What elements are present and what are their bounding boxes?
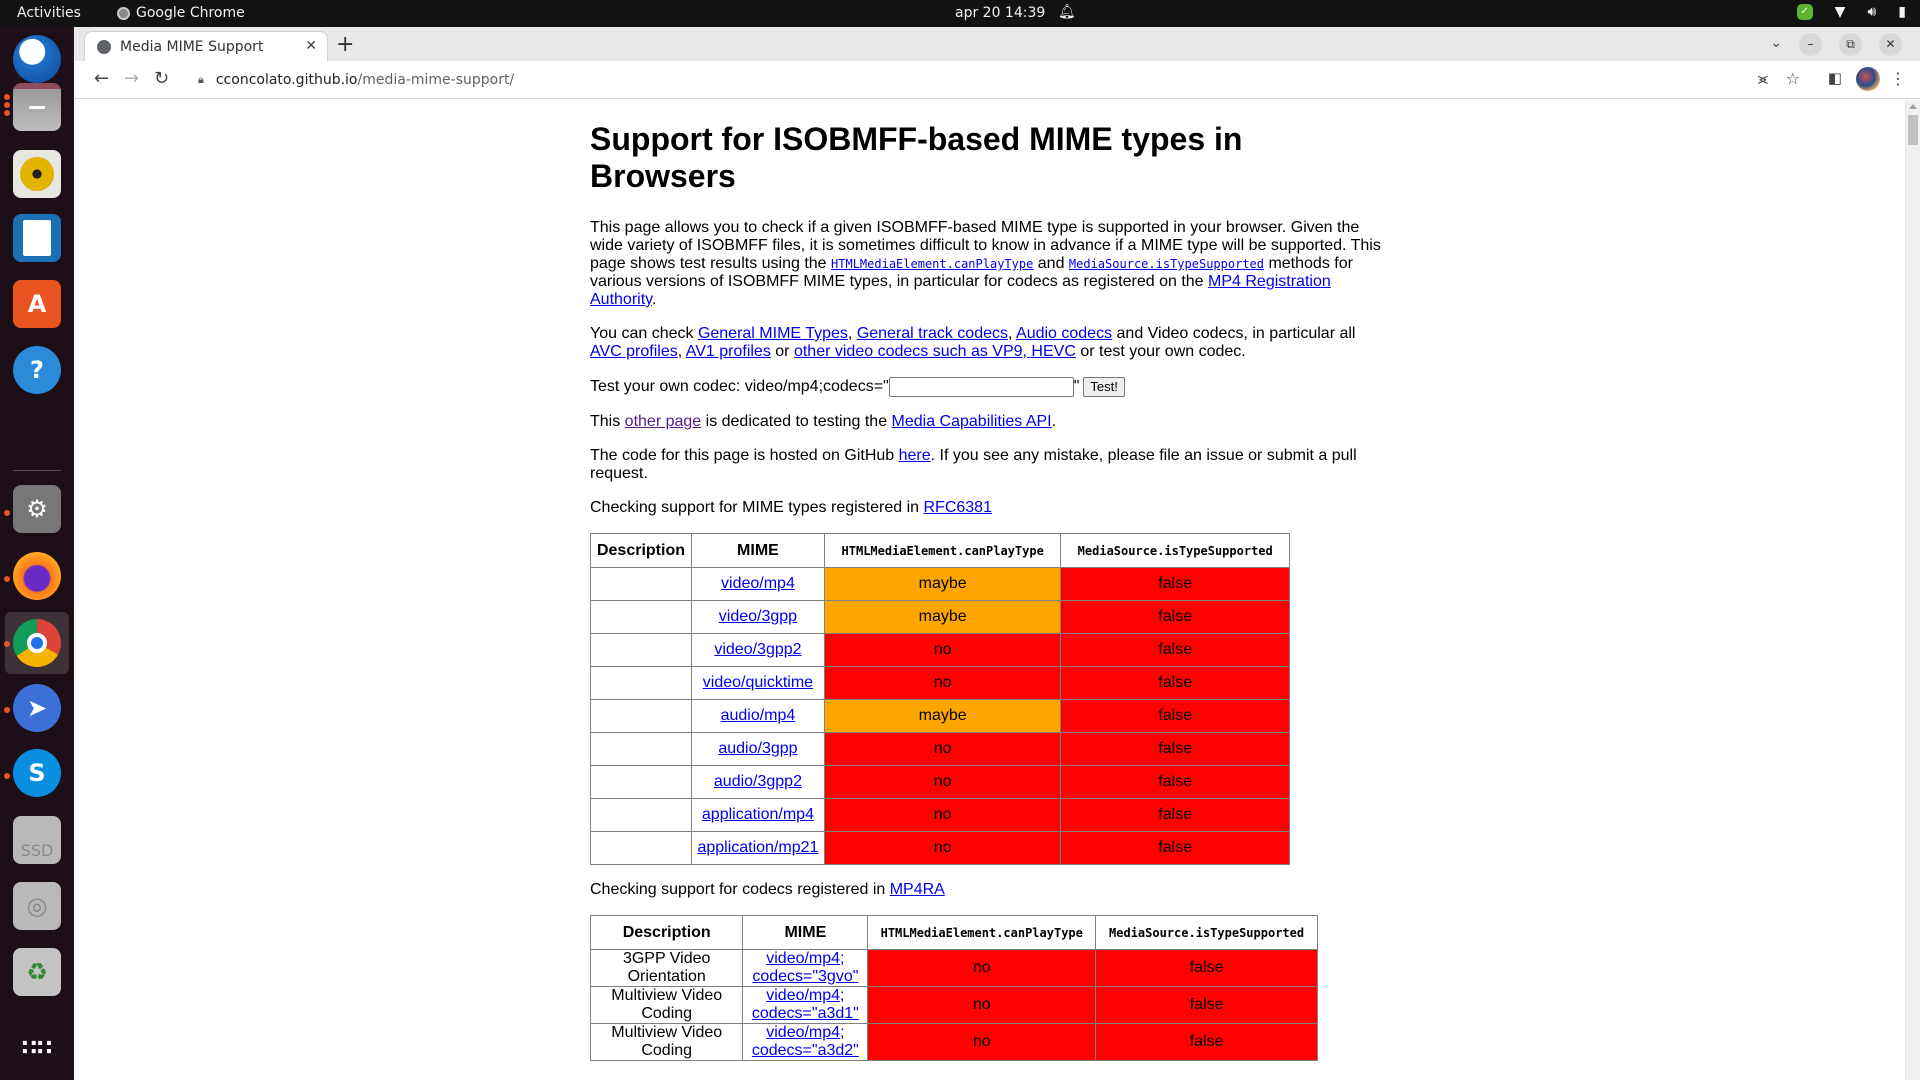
general-track-codecs-link[interactable]: General track codecs	[856, 325, 1008, 342]
canplaytype-cell: no	[824, 832, 1061, 865]
table-row	[591, 733, 1290, 766]
table-row	[591, 667, 1290, 700]
col-header-mime: MIME	[743, 916, 868, 950]
text: .	[651, 291, 657, 308]
text: ,	[1008, 325, 1017, 342]
mime-cell	[691, 568, 824, 601]
description-cell	[591, 950, 743, 987]
mime-cell	[691, 799, 824, 832]
canplaytype-cell: no	[868, 987, 1096, 1024]
istypesupported-link[interactable]	[1069, 255, 1264, 272]
col-header-mime: MIME	[691, 534, 824, 568]
page-viewport	[74, 100, 1905, 1080]
window-close-icon[interactable]: ✕	[1879, 33, 1902, 56]
show-apps-grid-icon[interactable]: ∷∷	[21, 1035, 53, 1061]
clock[interactable]: apr 20 14:39	[955, 5, 1046, 21]
tab-title: Media MIME Support	[120, 38, 264, 55]
globe-favicon-icon	[97, 40, 111, 54]
mime-link[interactable]: video/3gpp	[718, 608, 798, 625]
description-cell	[591, 568, 692, 601]
tab-close-icon[interactable]: ✕	[305, 38, 317, 54]
description-cell	[591, 667, 692, 700]
mime-cell	[743, 1024, 868, 1061]
tab-media-mime-support[interactable]	[84, 31, 328, 61]
canplaytype-cell: maybe	[824, 568, 1061, 601]
col-header-canplaytype: HTMLMediaElement.canPlayType	[824, 534, 1061, 568]
mime-link[interactable]	[752, 1024, 859, 1059]
canplaytype-cell: no	[868, 1024, 1096, 1061]
canplaytype-cell: maybe	[824, 700, 1061, 733]
scroll-up-arrow-icon[interactable]	[1909, 104, 1917, 109]
test-button[interactable]: Test!	[1083, 377, 1124, 397]
running-indicator	[4, 576, 10, 582]
skype-icon[interactable]: S	[13, 749, 61, 797]
dock	[0, 27, 74, 1080]
table-row	[591, 950, 1318, 987]
files-icon[interactable]	[13, 83, 61, 131]
istypesupported-cell: false	[1096, 950, 1318, 987]
text: .	[1051, 413, 1057, 430]
web-browser-compass-icon[interactable]: ➤	[13, 684, 61, 732]
battery-icon[interactable]: ▮	[1898, 4, 1906, 20]
other-page-link[interactable]: other page	[624, 413, 702, 430]
back-arrow-icon[interactable]: ←	[94, 68, 110, 89]
description-cell	[591, 1024, 743, 1061]
text: Coding	[641, 1005, 693, 1022]
mp4ra-link[interactable]: MP4RA	[889, 881, 945, 898]
mime-link[interactable]: application/mp4	[701, 806, 814, 823]
text: 3GPP Video	[622, 950, 711, 967]
table-header-row	[591, 534, 1290, 568]
text: Orientation	[627, 968, 706, 985]
table-row	[591, 634, 1290, 667]
mime-link[interactable]: video/3gpp2	[714, 641, 802, 658]
col-header-description: Description	[591, 534, 692, 568]
canplaytype-cell: no	[868, 950, 1096, 987]
other-page-paragraph	[590, 413, 1390, 431]
running-indicator	[4, 773, 10, 779]
mime-link[interactable]: audio/mp4	[720, 707, 796, 724]
forward-arrow-icon[interactable]: →	[124, 68, 140, 89]
github-paragraph	[590, 447, 1390, 483]
table-row	[591, 799, 1290, 832]
dock-separator	[13, 470, 61, 471]
url-host: cconcolato.github.io	[215, 72, 358, 88]
canplaytype-cell: no	[824, 667, 1061, 700]
col-header-istypesupported: MediaSource.isTypeSupported	[1061, 534, 1290, 568]
mime-cell	[691, 766, 824, 799]
istypesupported-cell: false	[1061, 733, 1290, 766]
text: ,	[847, 325, 857, 342]
text: is dedicated to testing the	[701, 413, 892, 430]
reload-icon[interactable]: ↻	[154, 68, 170, 89]
thunderbird-icon[interactable]	[13, 35, 61, 83]
istypesupported-cell: false	[1061, 766, 1290, 799]
table-header-row	[591, 916, 1318, 950]
text: Checking support for MIME types registered in	[590, 499, 924, 516]
app-name: Google Chrome	[136, 5, 245, 21]
text: video/mp4;	[766, 987, 845, 1004]
system-tray[interactable]	[1797, 4, 1906, 20]
table-row	[591, 766, 1290, 799]
description-cell	[591, 832, 692, 865]
running-indicator	[4, 102, 10, 108]
tab-search-chevron-down-icon[interactable]: ⌄	[1770, 35, 1782, 51]
col-header-description: Description	[591, 916, 743, 950]
rhythmbox-icon[interactable]	[13, 150, 61, 198]
text: Coding	[641, 1042, 693, 1059]
rfc6381-heading	[590, 499, 1390, 517]
help-icon[interactable]: ?	[13, 346, 61, 394]
text: Multiview Video	[611, 1024, 723, 1041]
restore-icon[interactable]: ⧉	[1839, 33, 1862, 56]
text: ,	[677, 343, 686, 360]
mime-link[interactable]: video/mp4	[721, 575, 795, 592]
text: Checking support for codecs registered in	[590, 881, 890, 898]
browser-window	[74, 27, 1920, 1080]
canplaytype-cell: no	[824, 799, 1061, 832]
mp4ra-heading	[590, 881, 1390, 899]
canplaytype-cell: maybe	[824, 601, 1061, 634]
quote-suffix: "	[1073, 378, 1080, 396]
address-bar[interactable]	[182, 65, 1802, 95]
istypesupported-cell: false	[1061, 832, 1290, 865]
text: Multiview Video	[611, 987, 723, 1004]
activities-button[interactable]: Activities	[17, 5, 81, 21]
table-row	[591, 832, 1290, 865]
mime-cell	[691, 832, 824, 865]
description-cell	[591, 766, 692, 799]
istypesupported-cell: false	[1061, 700, 1290, 733]
text: This page allows you to check if a given ISOBMFF-based MIME type is supported in your browser. Given the wide variety of ISOBMFF files, it is sometimes difficult to know in advance if a MIME type will be supported. This page shows test results using the	[590, 219, 1381, 272]
mime-link[interactable]: application/mp21	[697, 839, 819, 856]
check-shield-icon[interactable]: ✓	[1797, 4, 1813, 20]
page-content	[590, 100, 1390, 1077]
istypesupported-cell: false	[1061, 568, 1290, 601]
istypesupported-cell: false	[1061, 601, 1290, 634]
url-path: /media-mime-support/	[357, 72, 515, 88]
intro-paragraph	[590, 219, 1390, 309]
chrome-icon	[13, 619, 61, 667]
mime-link[interactable]	[752, 987, 859, 1022]
description-cell	[591, 799, 692, 832]
mime-link[interactable]: video/quicktime	[702, 674, 814, 691]
mime-cell	[743, 950, 868, 987]
alarm-bell-icon: 🔔︎	[1058, 4, 1076, 20]
chrome-app-icon	[117, 7, 130, 20]
mime-cell	[691, 733, 824, 766]
ssd-drive-icon[interactable]: SSD	[13, 816, 61, 864]
text: . If you see any mistake, please file an issue or submit a pull request.	[590, 447, 1357, 482]
volume-icon[interactable]: 🔊︎	[1867, 4, 1877, 20]
test-codec-label: Test your own codec: video/mp4;codecs="	[590, 378, 889, 396]
ubuntu-software-icon[interactable]: A	[13, 280, 61, 328]
running-indicator	[4, 707, 10, 713]
text: methods for various versions of ISOBMFF MIME types, in particular for codecs as registered on the	[590, 255, 1353, 290]
rfc6381-table	[590, 533, 1290, 865]
col-header-canplaytype: HTMLMediaElement.canPlayType	[868, 916, 1096, 950]
github-here-link[interactable]: here	[898, 447, 931, 464]
mime-cell	[691, 634, 824, 667]
app-menu[interactable]	[117, 5, 245, 21]
code-text: MediaSource.isTypeSupported	[1068, 257, 1264, 271]
browser-toolbar	[74, 61, 1920, 99]
mime-link[interactable]	[752, 950, 858, 985]
mime-cell	[691, 700, 824, 733]
kebab-menu-icon[interactable]: ⋮	[1890, 69, 1906, 88]
audio-codecs-link[interactable]: Audio codecs	[1016, 325, 1113, 342]
mp4ra-authority-link[interactable]: MP4 Registration Authority	[590, 273, 1331, 308]
other-video-codecs-link[interactable]: other video codecs such as VP9, HEVC	[793, 343, 1076, 360]
text: You can check	[590, 325, 698, 342]
running-indicator	[4, 110, 10, 116]
media-capabilities-api-link[interactable]: Media Capabilities API	[891, 413, 1052, 430]
istypesupported-cell: false	[1096, 987, 1318, 1024]
description-cell	[591, 601, 692, 634]
profile-avatar[interactable]	[1856, 67, 1880, 91]
scrollbar-thumb[interactable]	[1908, 115, 1918, 145]
description-cell	[591, 987, 743, 1024]
text: and Video codecs, in particular all	[1112, 325, 1356, 342]
page-title: Support for ISOBMFF-based MIME types in Browsers	[590, 121, 1243, 194]
mp4ra-table	[590, 915, 1318, 1061]
running-indicator	[4, 94, 10, 100]
text: The code for this page is hosted on GitHub	[590, 447, 899, 464]
settings-gear-icon[interactable]: ⚙	[13, 485, 61, 533]
side-panel-icon[interactable]: ◧	[1827, 69, 1842, 87]
firefox-icon[interactable]	[13, 552, 61, 600]
test-codec-row	[590, 377, 1390, 397]
col-header-istypesupported: MediaSource.isTypeSupported	[1096, 916, 1318, 950]
text: video/mp4;	[766, 950, 845, 967]
chrome-dock-active[interactable]	[5, 612, 69, 674]
mime-link[interactable]: audio/3gpp	[718, 740, 798, 757]
running-indicator	[4, 641, 10, 647]
new-tab-plus-icon[interactable]: +	[336, 32, 355, 57]
text: codecs="a3d1"	[751, 1005, 859, 1022]
text: This	[590, 413, 625, 430]
av1-profiles-link[interactable]: AV1 profiles	[685, 343, 771, 360]
canplaytype-link[interactable]	[831, 255, 1033, 272]
istypesupported-cell: false	[1061, 667, 1290, 700]
text: video/mp4;	[766, 1024, 845, 1041]
check-paragraph	[590, 325, 1390, 361]
lock-icon[interactable]: 🔒︎	[198, 73, 204, 86]
mime-cell	[691, 601, 824, 634]
tab-strip	[74, 27, 1920, 61]
description-cell	[591, 733, 692, 766]
text: and	[1033, 255, 1069, 272]
table-row	[591, 987, 1318, 1024]
table-row	[591, 568, 1290, 601]
minimize-icon[interactable]: –	[1799, 33, 1822, 56]
avc-profiles-link[interactable]: AVC profiles	[590, 343, 678, 360]
istypesupported-cell: false	[1061, 634, 1290, 667]
text: codecs="3gvo"	[752, 968, 859, 985]
mime-cell	[691, 667, 824, 700]
canplaytype-cell: no	[824, 634, 1061, 667]
optical-drive-icon[interactable]: ◎	[13, 882, 61, 930]
libreoffice-writer-icon[interactable]	[13, 214, 61, 262]
canplaytype-cell: no	[824, 733, 1061, 766]
text: or	[770, 343, 794, 360]
vertical-scrollbar[interactable]	[1905, 100, 1920, 1080]
running-indicator	[4, 510, 10, 516]
codec-input[interactable]	[889, 377, 1074, 397]
bookmark-star-icon[interactable]: ☆	[1785, 69, 1800, 88]
table-row	[591, 601, 1290, 634]
share-icon[interactable]: ⪤	[1757, 69, 1768, 88]
mime-link[interactable]: audio/3gpp2	[713, 773, 802, 790]
wifi-icon[interactable]: ▼	[1834, 4, 1846, 20]
istypesupported-cell: false	[1096, 1024, 1318, 1061]
text: or test your own codec.	[1075, 343, 1246, 360]
description-cell	[591, 700, 692, 733]
code-text: HTMLMediaElement.canPlayType	[831, 257, 1034, 271]
system-top-bar	[0, 0, 1920, 27]
description-cell	[591, 634, 692, 667]
rfc6381-link[interactable]: RFC6381	[923, 499, 992, 516]
table-row	[591, 1024, 1318, 1061]
trash-icon[interactable]: ♻	[13, 948, 61, 996]
general-mime-types-link[interactable]: General MIME Types	[697, 325, 848, 342]
text: codecs="a3d2"	[751, 1042, 859, 1059]
mime-cell	[743, 987, 868, 1024]
canplaytype-cell: no	[824, 766, 1061, 799]
istypesupported-cell: false	[1061, 799, 1290, 832]
table-row	[591, 700, 1290, 733]
